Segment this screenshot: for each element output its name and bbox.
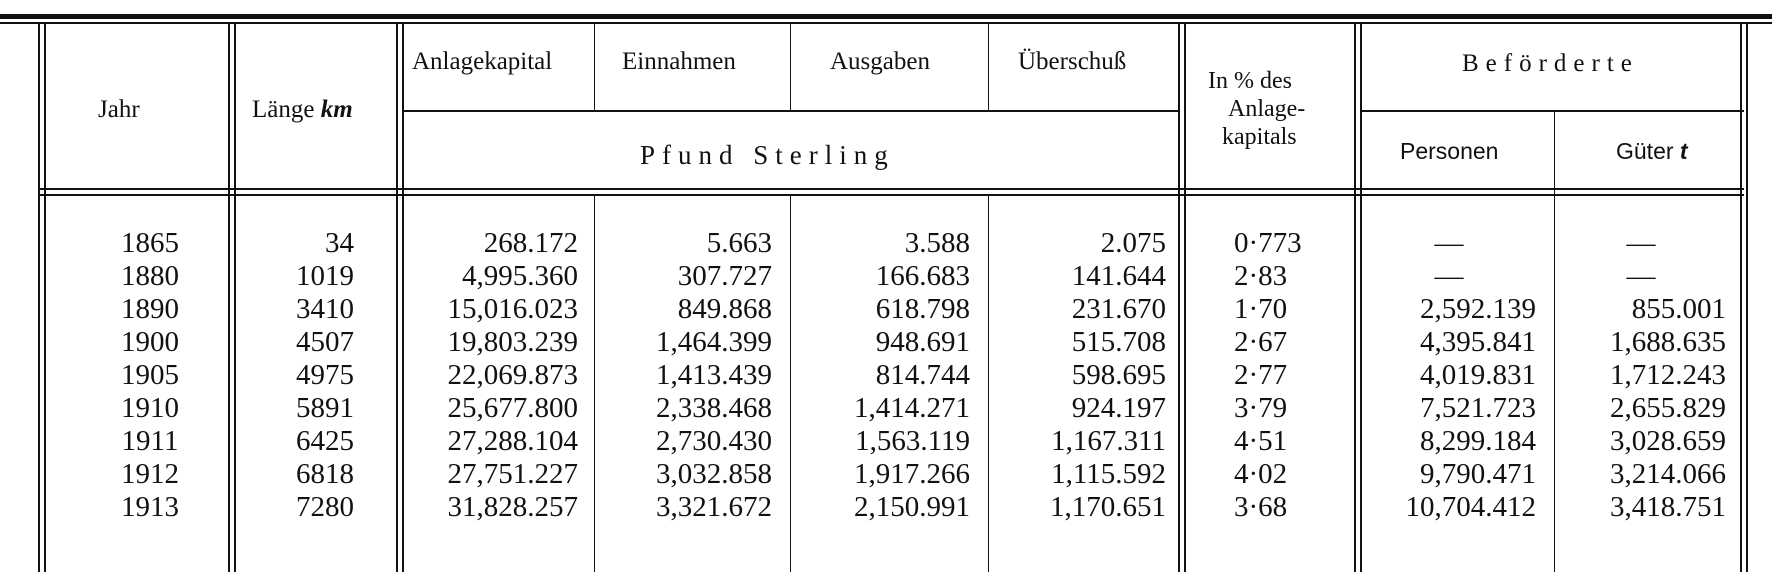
header-prozent-line-3: kapitals	[1222, 124, 1297, 150]
cell-einnahmen: 2,338.468	[656, 392, 772, 424]
cell-ueberschuss: 1,170.651	[1050, 491, 1166, 523]
header-gueter	[1616, 138, 1688, 165]
cell-laenge: 1019	[296, 260, 354, 292]
cell-laenge: 6818	[296, 458, 354, 490]
cell-jahr: 1880	[121, 260, 179, 292]
cell-personen: 2,592.139	[1420, 293, 1536, 325]
cell-anlagekapital: 27,751.227	[447, 458, 578, 490]
cell-gueter: 3,214.066	[1610, 458, 1726, 490]
cell-jahr: 1910	[121, 392, 179, 424]
cell-anlagekapital: 4,995.360	[462, 260, 578, 292]
col-divider-5-body	[988, 196, 989, 572]
cell-prozent: 4·51	[1234, 425, 1288, 457]
left-border-1	[38, 24, 40, 572]
col-divider-4-body	[790, 196, 791, 572]
cell-ueberschuss: 1,167.311	[1051, 425, 1166, 457]
cell-prozent: 2·83	[1234, 260, 1288, 292]
cell-gueter: 3,418.751	[1610, 491, 1726, 523]
cell-ueberschuss: 141.644	[1071, 260, 1166, 292]
cell-gueter: 1,688.635	[1610, 326, 1726, 358]
cell-anlagekapital: 22,069.873	[447, 359, 578, 391]
header-pfund-sterling: Pfund Sterling	[640, 140, 895, 170]
header-bottom-rule-1	[40, 188, 1744, 190]
cell-personen: —	[1434, 227, 1464, 259]
cell-prozent: 3·79	[1234, 392, 1288, 424]
cell-prozent: 2·77	[1234, 359, 1288, 391]
cell-ausgaben: 618.798	[875, 293, 970, 325]
cell-laenge: 5891	[296, 392, 354, 424]
top-thin-rule	[0, 22, 1772, 24]
cell-gueter: 2,655.829	[1610, 392, 1726, 424]
cell-ausgaben: 1,414.271	[854, 392, 970, 424]
header-laenge-label: Länge	[252, 96, 315, 123]
cell-personen: 4,019.831	[1420, 359, 1536, 391]
cell-anlagekapital: 268.172	[483, 227, 578, 259]
cell-einnahmen: 3,032.858	[656, 458, 772, 490]
cell-laenge: 7280	[296, 491, 354, 523]
cell-gueter: 855.001	[1631, 293, 1726, 325]
cell-anlagekapital: 31,828.257	[447, 491, 578, 523]
header-einnahmen: Einnahmen	[622, 48, 736, 75]
cell-ueberschuss: 515.708	[1071, 326, 1166, 358]
col-divider-8	[1554, 112, 1555, 572]
cell-ausgaben: 3.588	[904, 227, 970, 259]
cell-anlagekapital: 15,016.023	[447, 293, 578, 325]
header-laenge	[252, 96, 353, 124]
cell-laenge: 6425	[296, 425, 354, 457]
cell-einnahmen: 5.663	[706, 227, 772, 259]
cell-anlagekapital: 25,677.800	[447, 392, 578, 424]
header-prozent-line-1: In % des	[1208, 68, 1292, 94]
cell-prozent: 3·68	[1234, 491, 1288, 523]
header-ueberschuss: Überschuß	[1018, 48, 1127, 75]
cell-anlagekapital: 19,803.239	[447, 326, 578, 358]
cell-einnahmen: 1,413.439	[656, 359, 772, 391]
cell-laenge: 34	[325, 227, 354, 259]
cell-laenge: 4507	[296, 326, 354, 358]
cell-prozent: 2·67	[1234, 326, 1288, 358]
col-divider-2	[396, 24, 398, 572]
cell-ueberschuss: 598.695	[1071, 359, 1166, 391]
cell-personen: 4,395.841	[1420, 326, 1536, 358]
cell-gueter: 1,712.243	[1610, 359, 1726, 391]
cell-personen: 9,790.471	[1420, 458, 1536, 490]
cell-prozent: 4·02	[1234, 458, 1288, 490]
header-personen: Personen	[1400, 138, 1499, 164]
cell-gueter: —	[1626, 260, 1656, 292]
header-bottom-rule-2	[40, 194, 1744, 196]
cell-jahr: 1911	[121, 425, 179, 457]
header-laenge-unit: km	[320, 96, 353, 123]
col-divider-3-body	[594, 196, 595, 572]
cell-ueberschuss: 2.075	[1100, 227, 1166, 259]
col-divider-1b	[234, 24, 236, 572]
cell-personen: 7,521.723	[1420, 392, 1536, 424]
right-border-1	[1740, 24, 1742, 572]
cell-ueberschuss: 1,115.592	[1051, 458, 1166, 490]
header-ausgaben: Ausgaben	[830, 48, 930, 75]
cell-prozent: 1·70	[1234, 293, 1288, 325]
col-divider-6	[1178, 24, 1180, 572]
cell-ueberschuss: 231.670	[1071, 293, 1166, 325]
cell-ausgaben: 166.683	[875, 260, 970, 292]
header-jahr: Jahr	[98, 96, 140, 123]
cell-einnahmen: 307.727	[677, 260, 772, 292]
cell-ausgaben: 1,917.266	[854, 458, 970, 490]
header-mid-rule-right	[1362, 110, 1744, 112]
header-befoerderte: Beförderte	[1462, 50, 1639, 77]
cell-personen: —	[1434, 260, 1464, 292]
cell-personen: 10,704.412	[1405, 491, 1536, 523]
cell-laenge: 4975	[296, 359, 354, 391]
cell-einnahmen: 2,730.430	[656, 425, 772, 457]
cell-laenge: 3410	[296, 293, 354, 325]
cell-gueter: 3,028.659	[1610, 425, 1726, 457]
header-mid-rule	[404, 110, 1178, 112]
cell-jahr: 1865	[121, 227, 179, 259]
col-divider-5	[988, 24, 989, 110]
cell-ausgaben: 814.744	[875, 359, 970, 391]
cell-einnahmen: 3,321.672	[656, 491, 772, 523]
header-prozent-line-2: Anlage-	[1228, 96, 1306, 122]
cell-einnahmen: 849.868	[677, 293, 772, 325]
col-divider-4	[790, 24, 791, 110]
header-gueter-unit: t	[1679, 138, 1688, 164]
cell-prozent: 0·773	[1234, 227, 1302, 259]
col-divider-6b	[1184, 24, 1186, 572]
cell-einnahmen: 1,464.399	[656, 326, 772, 358]
cell-personen: 8,299.184	[1420, 425, 1536, 457]
col-divider-1	[228, 24, 230, 572]
cell-anlagekapital: 27,288.104	[447, 425, 578, 457]
cell-ueberschuss: 924.197	[1071, 392, 1166, 424]
col-divider-7	[1354, 24, 1356, 572]
cell-jahr: 1912	[121, 458, 179, 490]
cell-jahr: 1890	[121, 293, 179, 325]
col-divider-3	[594, 24, 595, 110]
header-anlagekapital: Anlagekapital	[412, 48, 553, 75]
top-thick-rule	[0, 14, 1772, 19]
left-border-2	[44, 24, 46, 572]
cell-ausgaben: 948.691	[875, 326, 970, 358]
right-border-2	[1746, 24, 1748, 572]
header-gueter-label: Güter	[1616, 138, 1674, 164]
cell-gueter: —	[1626, 227, 1656, 259]
cell-jahr: 1905	[121, 359, 179, 391]
cell-jahr: 1913	[121, 491, 179, 523]
cell-ausgaben: 2,150.991	[854, 491, 970, 523]
cell-jahr: 1900	[121, 326, 179, 358]
cell-ausgaben: 1,563.119	[855, 425, 970, 457]
